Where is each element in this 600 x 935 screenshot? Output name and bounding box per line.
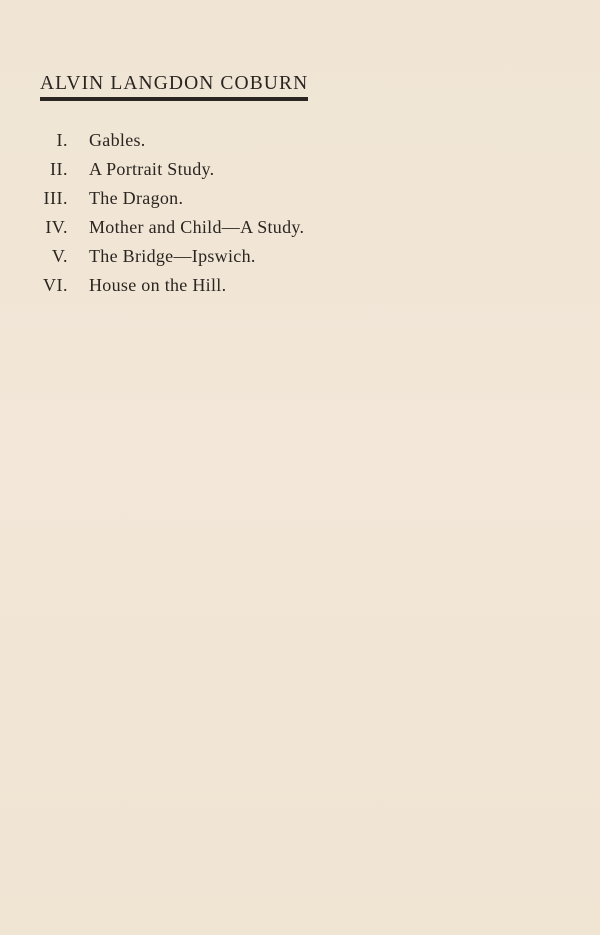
plate-title: House on the Hill. <box>89 275 227 295</box>
plate-title: A Portrait Study. <box>89 159 215 179</box>
plate-title: Gables. <box>89 130 146 150</box>
plate-title: Mother and Child—A Study. <box>89 217 305 237</box>
plate-numeral: VI. <box>43 275 68 295</box>
page-heading: ALVIN LANGDON COBURN <box>40 73 309 94</box>
heading-rule <box>40 97 308 101</box>
plate-numeral: II. <box>50 159 68 179</box>
plate-title: The Dragon. <box>89 188 184 208</box>
plate-numeral: I. <box>56 130 68 150</box>
plate-numeral: IV. <box>45 217 68 237</box>
plate-title: The Bridge—Ipswich. <box>89 246 256 266</box>
plate-numeral: V. <box>51 246 68 266</box>
plate-numeral: III. <box>43 188 68 208</box>
